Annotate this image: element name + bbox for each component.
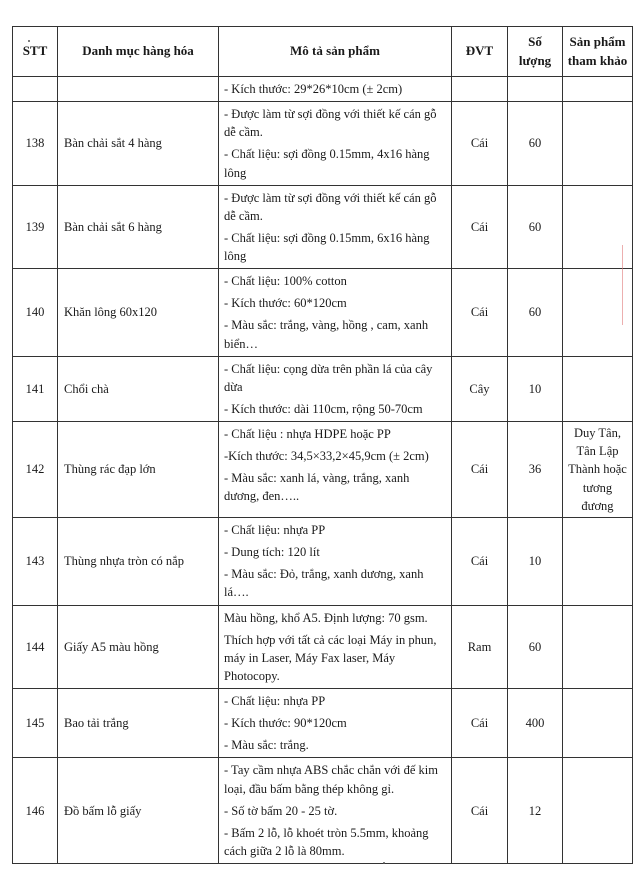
- row-stt: 146: [13, 758, 58, 864]
- row-unit: Cái: [452, 185, 508, 269]
- table-row: [13, 102, 633, 186]
- row-description: [219, 102, 452, 186]
- row-stt: 142: [13, 422, 58, 518]
- row-unit: Cây: [452, 356, 508, 421]
- row-stt: 140: [13, 269, 58, 357]
- row-quantity: [508, 77, 563, 102]
- table-row: [13, 422, 633, 518]
- description-line: - Bấm 2 lỗ, lỗ khoét tròn 5.5mm, khoảng cách giữa 2 lỗ là 80mm.: [224, 825, 429, 858]
- row-quantity: 12: [508, 758, 563, 864]
- description-line: - Được làm từ sợi đồng với thiết kế cán gỗ dễ cầm.: [224, 190, 437, 223]
- row-stt: 138: [13, 102, 58, 186]
- row-description: [219, 356, 452, 421]
- header-quantity: Số lượng: [508, 27, 563, 77]
- row-category: [58, 77, 219, 102]
- row-description: [219, 518, 452, 606]
- row-reference: [563, 102, 633, 186]
- description-line: - Kích thước: 29*26*10cm (± 2cm): [224, 82, 403, 96]
- row-description: [219, 689, 452, 758]
- row-unit: Cái: [452, 102, 508, 186]
- row-reference: Duy Tân, Tân Lập Thành hoặc tương đương: [563, 422, 633, 518]
- row-unit: Cái: [452, 422, 508, 518]
- row-category: Chổi chà: [58, 356, 219, 421]
- description-line: - Màu sắc: trắng, vàng, hồng , cam, xanh biển…: [224, 318, 429, 351]
- row-reference: [563, 689, 633, 758]
- description-line: - Số tờ bấm 20 - 25 tờ.: [224, 803, 338, 818]
- row-unit: Cái: [452, 758, 508, 864]
- margin-mark: [622, 245, 634, 325]
- description-line: - Chất liệu: cọng dừa trên phần lá của cây dừa: [224, 361, 433, 394]
- row-quantity: 10: [508, 356, 563, 421]
- table-row: [13, 77, 633, 102]
- description-line: - Tay cầm nhựa ABS chắc chắn với đế kim loại, đầu bấm bằng thép không gỉ.: [224, 763, 438, 796]
- row-quantity: 60: [508, 102, 563, 186]
- row-reference: [563, 356, 633, 421]
- product-table: [12, 26, 633, 864]
- description-line: - Màu sắc: xanh lá, vàng, trắng, xanh dương, đen…..: [224, 471, 410, 504]
- description-line: - Kích thước: dài 110cm, rộng 50-70cm: [224, 401, 423, 416]
- row-category: Bàn chải sắt 4 hàng: [58, 102, 219, 186]
- row-description: [219, 605, 452, 689]
- row-reference: [563, 77, 633, 102]
- description-line: - Dung tích: 120 lít: [224, 545, 320, 560]
- row-unit: Cái: [452, 689, 508, 758]
- row-quantity: 400: [508, 689, 563, 758]
- description-line: - Màu sắc: trắng.: [224, 738, 309, 753]
- row-reference: [563, 518, 633, 606]
- row-category: Giấy A5 màu hồng: [58, 605, 219, 689]
- table-row: [13, 689, 633, 758]
- row-category: Bao tải trắng: [58, 689, 219, 758]
- table-row: [13, 269, 633, 357]
- header-unit: ĐVT: [452, 27, 508, 77]
- row-stt: 145: [13, 689, 58, 758]
- row-category: Bàn chải sắt 6 hàng: [58, 185, 219, 269]
- row-category: Đồ bấm lỗ giấy: [58, 758, 219, 864]
- description-line: - Được làm từ sợi đồng với thiết kế cán gỗ dễ cầm.: [224, 107, 437, 140]
- description-line: - Chất liệu : nhựa HDPE hoặc PP: [224, 427, 391, 441]
- row-stt: 141: [13, 356, 58, 421]
- row-quantity: 60: [508, 605, 563, 689]
- description-line: - Màu sắc: Đỏ, trắng, xanh dương, xanh lá….: [224, 567, 424, 600]
- row-unit: [452, 77, 508, 102]
- row-unit: Cái: [452, 518, 508, 606]
- description-line: - Chất liệu: sợi đồng 0.15mm, 4x16 hàng lông: [224, 147, 430, 180]
- row-description: [219, 422, 452, 518]
- row-description: [219, 269, 452, 357]
- table-row: [13, 605, 633, 689]
- description-line: Màu hồng, khổ A5. Định lượng: 70 gsm.: [224, 610, 428, 625]
- row-category: Khăn lông 60x120: [58, 269, 219, 357]
- row-reference: [563, 758, 633, 864]
- row-category: Thùng nhựa tròn có nắp: [58, 518, 219, 606]
- row-quantity: 60: [508, 185, 563, 269]
- description-line: - Chất liệu: sợi đồng 0.15mm, 6x16 hàng lông: [224, 230, 430, 263]
- row-stt: [13, 77, 58, 102]
- table-row: [13, 758, 633, 864]
- description-line: - Chất liệu: 100% cotton: [224, 274, 347, 289]
- scan-speck: [383, 862, 385, 864]
- row-description: [219, 77, 452, 102]
- row-reference: [563, 605, 633, 689]
- table-row: [13, 185, 633, 269]
- row-stt: 139: [13, 185, 58, 269]
- description-line: - Chất liệu: nhựa PP: [224, 694, 326, 708]
- row-description: [219, 758, 452, 864]
- row-stt: 143: [13, 518, 58, 606]
- table-row: [13, 518, 633, 606]
- header-category: Danh mục hàng hóa: [58, 27, 219, 77]
- table-header-row: [13, 27, 633, 77]
- description-line: -Kích thước: 34,5×33,2×45,9cm (± 2cm): [224, 449, 429, 464]
- row-description: [219, 185, 452, 269]
- header-reference: Sản phẩm tham khảo: [563, 27, 633, 77]
- row-quantity: 36: [508, 422, 563, 518]
- row-stt: 144: [13, 605, 58, 689]
- description-line: Thích hợp với tất cả các loại Máy in phun, máy in Laser, Máy Fax laser, Máy Photocopy.: [224, 632, 437, 683]
- description-line: - Kích thước: 90*120cm: [224, 716, 347, 731]
- row-category: Thùng rác đạp lớn: [58, 422, 219, 518]
- row-unit: Cái: [452, 269, 508, 357]
- header-description: Mô tả sản phẩm: [219, 27, 452, 77]
- row-quantity: 10: [508, 518, 563, 606]
- scan-speck: [28, 40, 30, 42]
- header-stt: STT: [13, 27, 58, 77]
- description-line: - Chất liệu: nhựa PP: [224, 523, 326, 537]
- row-quantity: 60: [508, 269, 563, 357]
- row-unit: Ram: [452, 605, 508, 689]
- description-line: - Kích thước: 60*120cm: [224, 296, 347, 311]
- table-row: [13, 356, 633, 421]
